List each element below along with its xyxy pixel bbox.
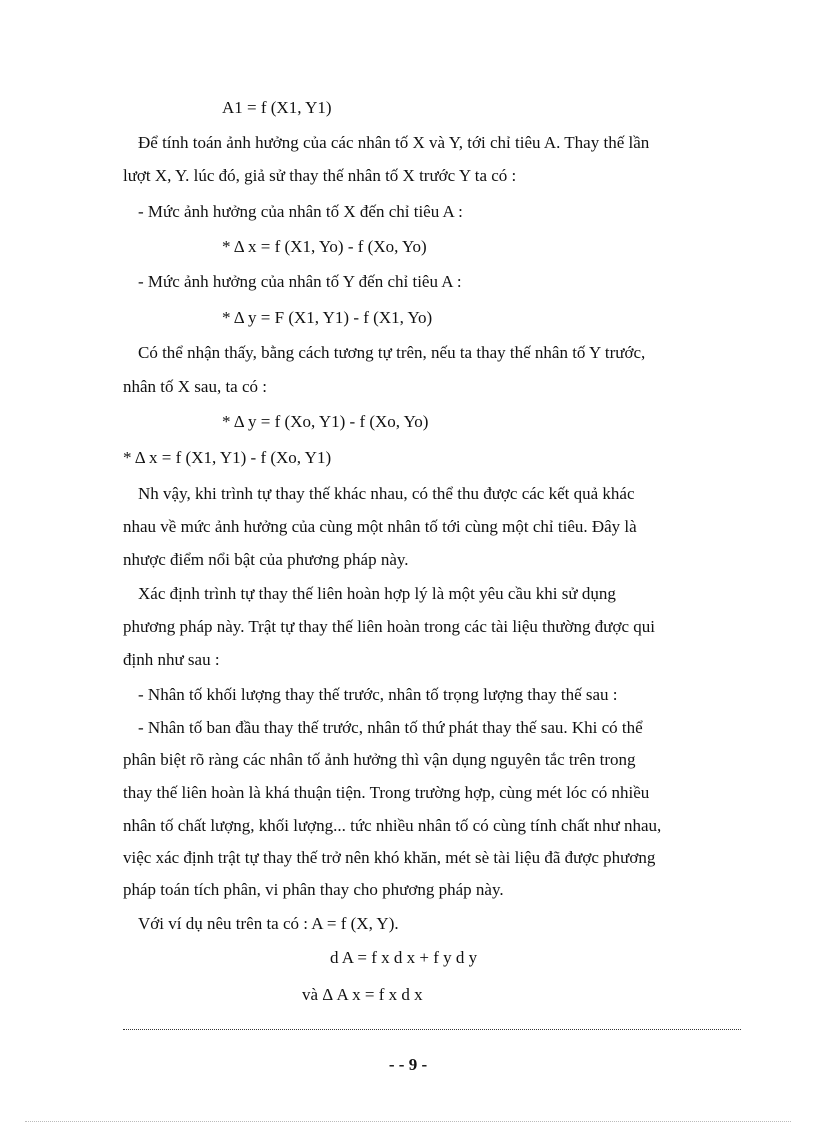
paragraph-line: nhau về mức ảnh hưởng của cùng một nhân tố tới cùng một chỉ tiêu. Đây là — [123, 517, 637, 536]
paragraph-line: - Nhân tố ban đầu thay thế trước, nhân tố thứ phát thay thế sau. Khi có thể — [138, 718, 643, 737]
bullet-line: - Mức ảnh hưởng của nhân tố Y đến chỉ tiêu A : — [138, 272, 462, 291]
paragraph-line: Xác định trình tự thay thế liên hoàn hợp lý là một yêu cầu khi sử dụng — [138, 584, 616, 603]
formula-a1: A1 = f (X1, Y1) — [222, 98, 332, 117]
footer-divider — [123, 1029, 741, 1030]
paragraph-line: pháp toán tích phân, vi phân thay cho phương pháp này. — [123, 880, 504, 899]
paragraph-line: Nh vậy, khi trình tự thay thế khác nhau, có thể thu được các kết quả khác — [138, 484, 635, 503]
paragraph-line: nhân tố X sau, ta có : — [123, 377, 267, 396]
page-bottom-divider — [25, 1121, 791, 1122]
formula-line: * Δ x = f (X1, Y1) - f (Xo, Y1) — [123, 448, 332, 467]
formula-line: và Δ A x = f x d x — [302, 985, 423, 1004]
formula-line: * Δ y = f (Xo, Y1) - f (Xo, Yo) — [222, 412, 429, 431]
formula-line: d A = f x d x + f y d y — [330, 948, 478, 967]
bullet-line: - Mức ảnh hưởng của nhân tố X đến chỉ tiêu A : — [138, 202, 463, 221]
bullet-line: - Nhân tố khối lượng thay thế trước, nhân tố trọng lượng thay thế sau : — [138, 685, 618, 704]
paragraph-line: việc xác định trật tự thay thế trở nên khó khăn, mét sè tài liệu đã được phương — [123, 848, 656, 867]
formula-line: * Δ y = F (X1, Y1) - f (X1, Yo) — [222, 308, 433, 327]
paragraph-line: thay thế liên hoàn là khá thuận tiện. Trong trường hợp, cùng mét lóc có nhiều — [123, 783, 650, 802]
page-number: - - 9 - — [388, 1055, 428, 1074]
paragraph-line: phân biệt rõ ràng các nhân tố ảnh hưởng thì vận dụng nguyên tắc trên trong — [123, 750, 636, 769]
paragraph-line: Để tính toán ảnh hưởng của các nhân tố X và Y, tới chỉ tiêu A. Thay thế lần — [138, 133, 650, 152]
paragraph-line: Có thể nhận thấy, bằng cách tương tự trên, nếu ta thay thế nhân tố Y trước, — [138, 343, 646, 362]
paragraph-line: định như sau : — [123, 650, 220, 669]
paragraph-line: nhân tố chất lượng, khối lượng... tức nhiều nhân tố có cùng tính chất như nhau, — [123, 816, 662, 835]
paragraph-line: lượt X, Y. lúc đó, giả sử thay thế nhân tố X trước Y ta có : — [123, 166, 517, 185]
paragraph-line: Với ví dụ nêu trên ta có : A = f (X, Y). — [138, 914, 399, 933]
paragraph-line: nhược điểm nổi bật của phương pháp này. — [123, 550, 409, 569]
paragraph-line: phương pháp này. Trật tự thay thế liên hoàn trong các tài liệu thường được qui — [123, 617, 656, 636]
formula-line: * Δ x = f (X1, Yo) - f (Xo, Yo) — [222, 237, 427, 256]
